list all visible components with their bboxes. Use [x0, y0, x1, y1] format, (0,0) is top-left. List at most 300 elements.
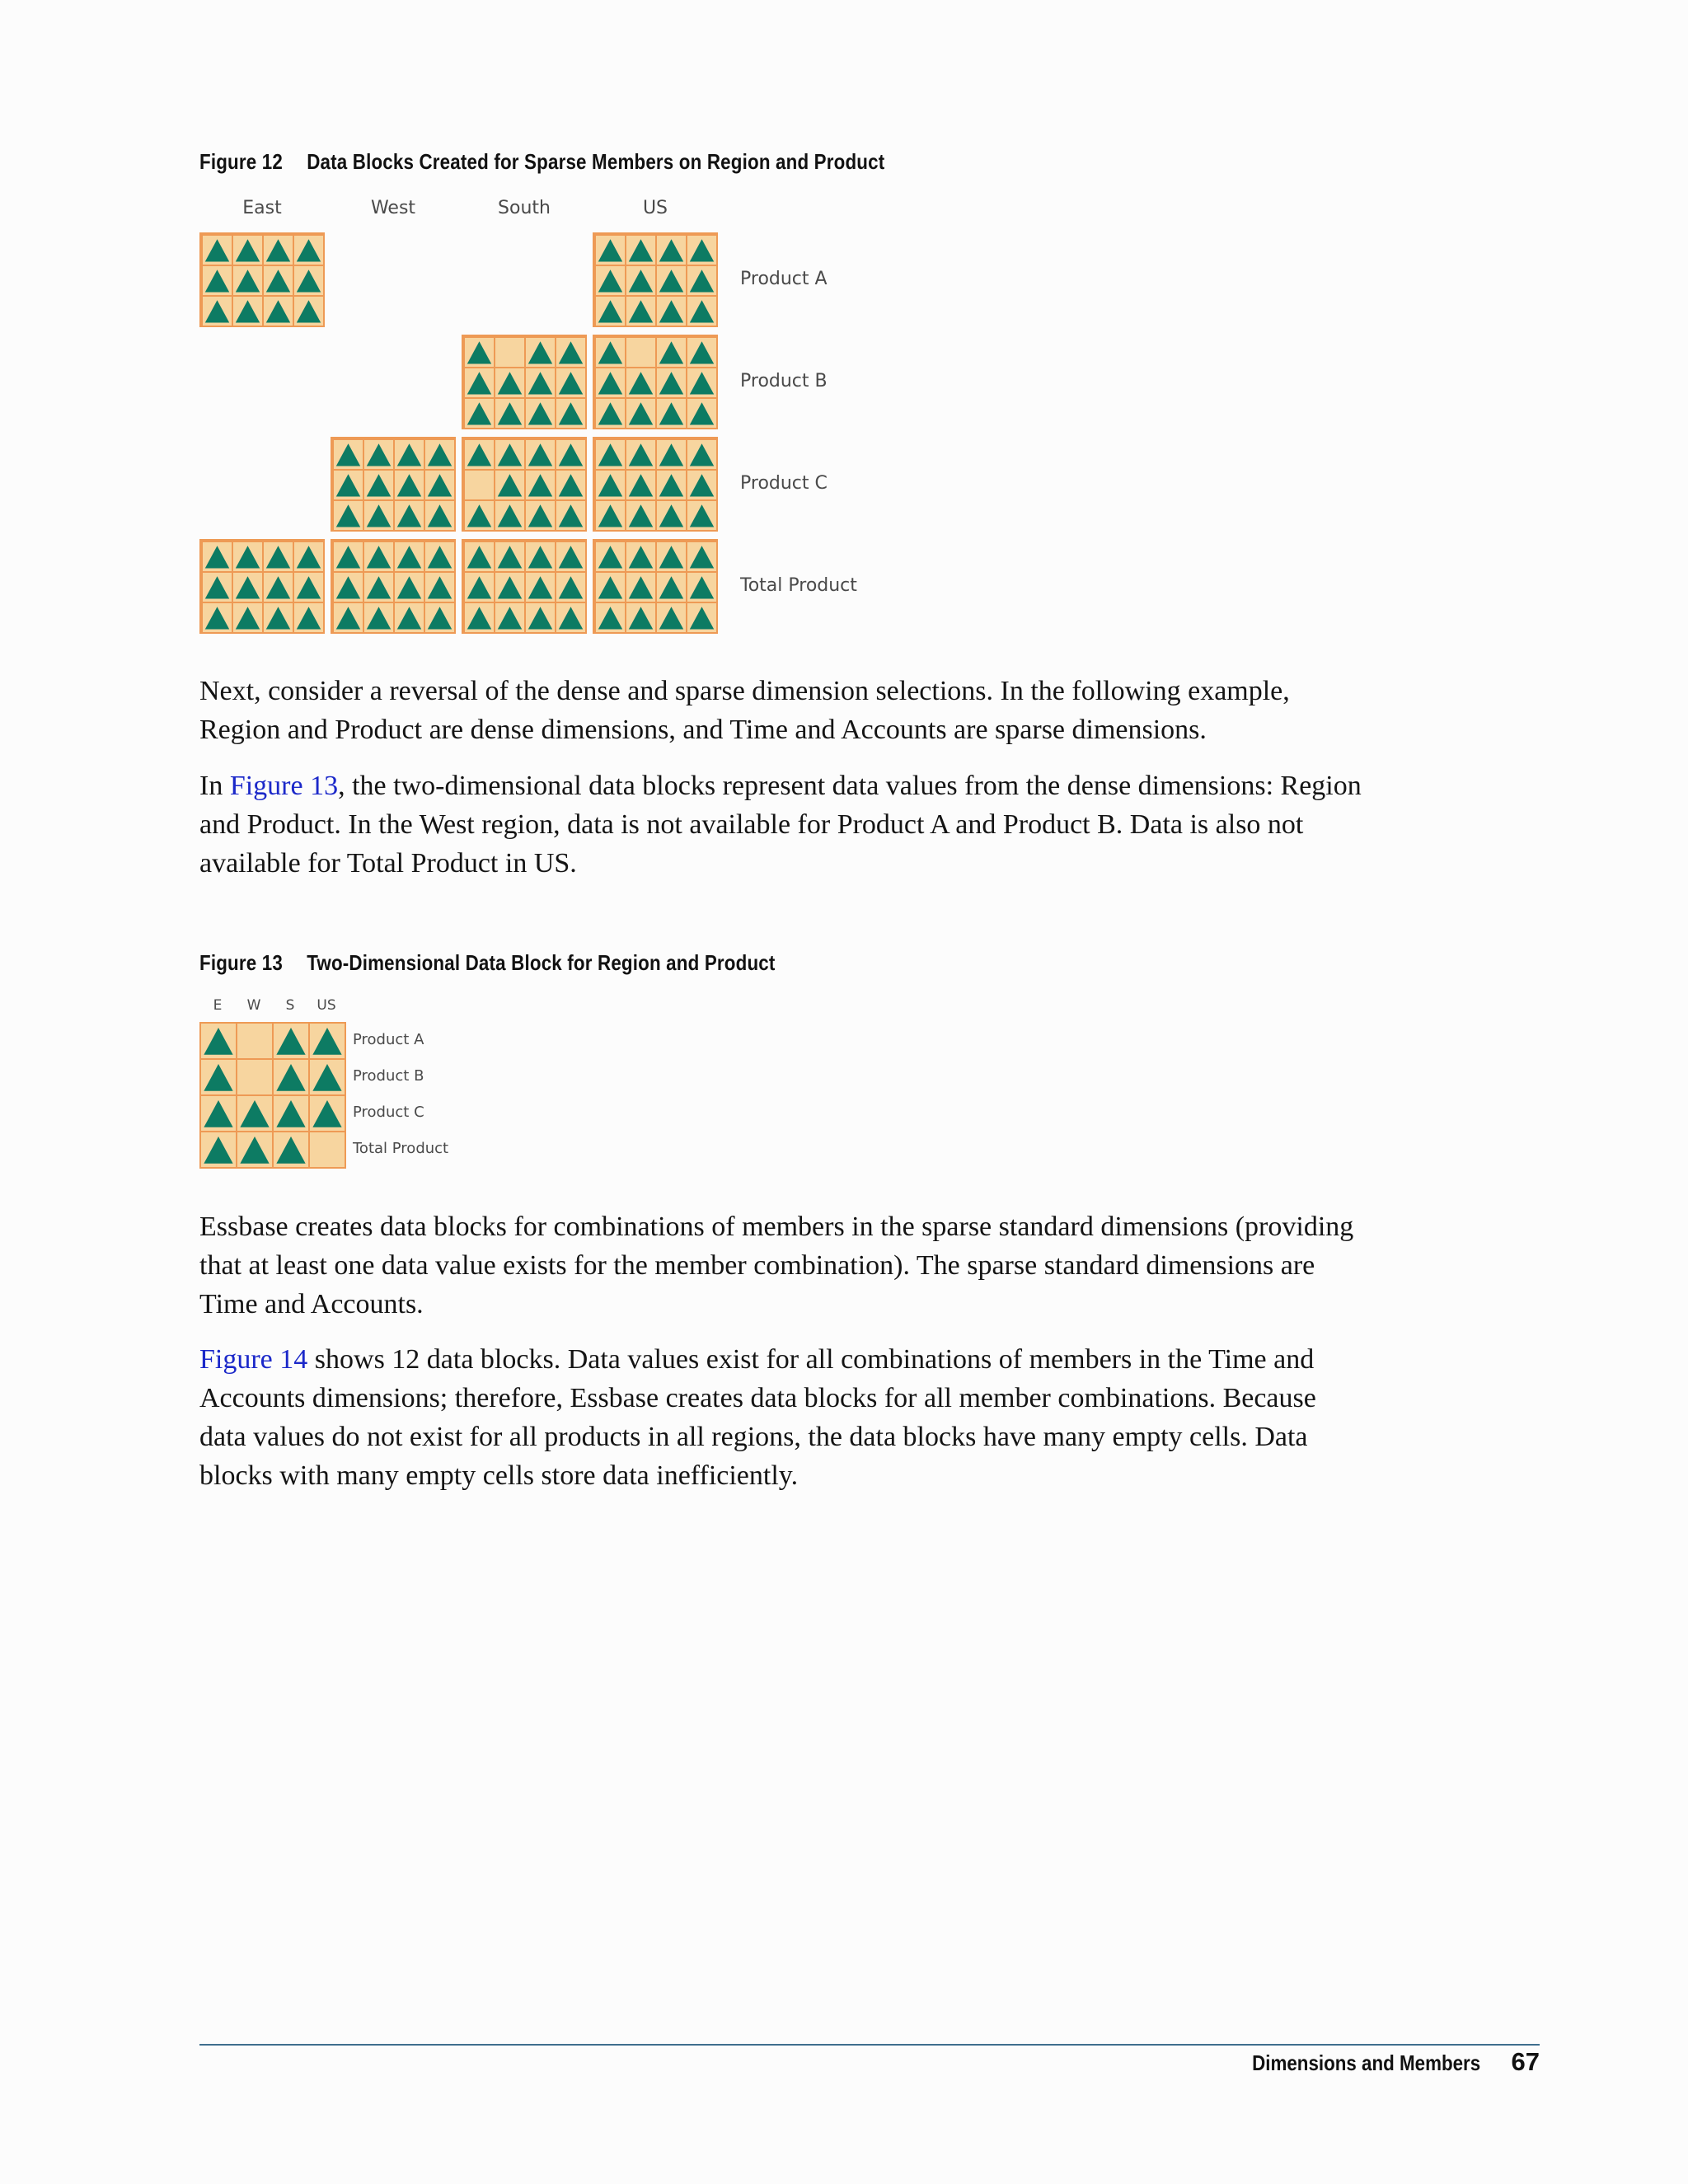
triangle-icon — [626, 440, 655, 469]
data-cell — [555, 469, 587, 501]
region-header-south: South — [498, 198, 551, 218]
data-cell — [555, 397, 587, 429]
data-cell — [308, 1022, 346, 1060]
data-cell — [524, 602, 556, 634]
triangle-icon — [687, 266, 716, 295]
triangle-icon — [237, 1096, 272, 1131]
triangle-icon — [465, 542, 494, 571]
data-cell — [424, 499, 456, 532]
triangle-icon — [264, 236, 293, 265]
triangle-icon — [233, 266, 262, 295]
triangle-icon — [626, 236, 655, 265]
data-cell — [424, 438, 456, 471]
data-cell — [308, 1094, 346, 1132]
data-cell — [201, 265, 233, 297]
data-cell — [262, 265, 294, 297]
triangle-icon — [264, 542, 293, 571]
data-cell — [594, 336, 626, 368]
data-cell — [625, 397, 657, 429]
triangle-icon — [425, 573, 454, 602]
data-cell — [494, 499, 526, 532]
triangle-icon — [395, 501, 424, 530]
data-cell — [236, 1058, 274, 1096]
data-cell — [262, 295, 294, 327]
data-block — [199, 232, 325, 327]
triangle-icon — [657, 368, 686, 397]
triangle-icon — [687, 368, 716, 397]
product-label: Product C — [740, 472, 828, 494]
triangle-icon — [626, 471, 655, 499]
data-cell — [655, 541, 687, 573]
product-label: Total Product — [353, 1140, 449, 1157]
data-cell — [201, 234, 233, 266]
data-cell — [655, 336, 687, 368]
region-header-east: East — [242, 198, 282, 218]
data-cell — [293, 541, 325, 573]
triangle-icon — [556, 368, 585, 397]
triangle-icon — [657, 236, 686, 265]
data-cell — [236, 1131, 274, 1169]
figure-13-number: Figure 13 — [199, 950, 283, 975]
data-cell — [686, 571, 718, 603]
figure-12-diagram — [199, 198, 859, 643]
data-block — [593, 539, 718, 634]
data-cell — [655, 265, 687, 297]
data-cell — [232, 234, 264, 266]
data-cell — [524, 367, 556, 399]
data-cell — [393, 602, 425, 634]
data-cell — [555, 571, 587, 603]
triangle-icon — [556, 603, 585, 632]
data-cell — [655, 499, 687, 532]
triangle-icon — [657, 471, 686, 499]
data-cell — [363, 499, 395, 532]
data-cell — [232, 602, 264, 634]
triangle-icon — [334, 440, 363, 469]
triangle-icon — [556, 440, 585, 469]
triangle-icon — [596, 297, 625, 326]
triangle-icon — [526, 440, 555, 469]
triangle-icon — [364, 471, 393, 499]
triangle-icon — [264, 297, 293, 326]
data-cell — [655, 397, 687, 429]
triangle-icon — [626, 501, 655, 530]
figure-13-diagram — [199, 997, 529, 1179]
triangle-icon — [495, 399, 524, 428]
triangle-icon — [626, 573, 655, 602]
data-cell — [594, 602, 626, 634]
data-cell — [686, 438, 718, 471]
data-cell — [199, 1131, 237, 1169]
triangle-icon — [556, 501, 585, 530]
region-header-us: US — [316, 997, 336, 1014]
data-cell — [463, 397, 495, 429]
triangle-icon — [465, 603, 494, 632]
triangle-icon — [596, 338, 625, 367]
triangle-icon — [233, 573, 262, 602]
footer-rule — [199, 2044, 1540, 2046]
product-label: Product C — [353, 1104, 424, 1121]
data-cell — [594, 397, 626, 429]
triangle-icon — [556, 471, 585, 499]
triangle-icon — [233, 236, 262, 265]
data-cell — [594, 541, 626, 573]
figure-12-number: Figure 12 — [199, 149, 283, 174]
data-cell — [332, 438, 364, 471]
triangle-icon — [364, 501, 393, 530]
triangle-icon — [465, 501, 494, 530]
data-cell — [424, 602, 456, 634]
triangle-icon — [465, 573, 494, 602]
triangle-icon — [364, 440, 393, 469]
data-cell — [272, 1022, 310, 1060]
triangle-icon — [526, 603, 555, 632]
triangle-icon — [556, 338, 585, 367]
data-block — [331, 539, 456, 634]
triangle-icon — [203, 542, 232, 571]
data-cell — [463, 602, 495, 634]
data-cell — [393, 469, 425, 501]
triangle-icon — [626, 603, 655, 632]
triangle-icon — [495, 440, 524, 469]
data-cell — [524, 541, 556, 573]
data-cell — [363, 602, 395, 634]
figure-13-link[interactable]: Figure 13 — [229, 771, 339, 801]
data-block — [462, 437, 587, 532]
data-cell — [594, 499, 626, 532]
data-cell — [655, 571, 687, 603]
triangle-icon — [264, 573, 293, 602]
triangle-icon — [495, 471, 524, 499]
data-cell — [524, 571, 556, 603]
data-cell — [199, 1058, 237, 1096]
triangle-icon — [465, 440, 494, 469]
data-cell — [463, 367, 495, 399]
data-cell — [655, 367, 687, 399]
triangle-icon — [556, 573, 585, 602]
data-cell — [625, 602, 657, 634]
paragraph-essbase-sparse-blocks: Essbase creates data blocks for combinations of members in the sparse standard dimensions (providing that at least one data value exists for the member combination). The sparse standard dimensions are Time and Accounts. — [199, 1212, 1354, 1319]
data-cell — [232, 571, 264, 603]
triangle-icon — [465, 399, 494, 428]
triangle-icon — [264, 266, 293, 295]
region-header-west: West — [370, 198, 416, 218]
data-cell — [625, 571, 657, 603]
data-cell — [555, 367, 587, 399]
triangle-icon — [203, 266, 232, 295]
region-header-e: E — [213, 997, 223, 1014]
triangle-icon — [626, 266, 655, 295]
triangle-icon — [687, 236, 716, 265]
triangle-icon — [237, 1132, 272, 1167]
triangle-icon — [201, 1096, 236, 1131]
product-label: Product A — [353, 1031, 424, 1048]
data-cell — [332, 541, 364, 573]
data-cell — [494, 336, 526, 368]
triangle-icon — [310, 1060, 345, 1094]
triangle-icon — [687, 542, 716, 571]
triangle-icon — [526, 542, 555, 571]
triangle-icon — [465, 368, 494, 397]
data-cell — [463, 336, 495, 368]
data-cell — [625, 265, 657, 297]
figure-13-caption — [199, 950, 776, 976]
triangle-icon — [310, 1096, 345, 1131]
data-cell — [272, 1131, 310, 1169]
figure-12-caption — [199, 149, 884, 175]
data-cell — [686, 397, 718, 429]
data-cell — [524, 438, 556, 471]
data-cell — [272, 1058, 310, 1096]
data-cell — [594, 265, 626, 297]
data-cell — [686, 367, 718, 399]
data-cell — [494, 469, 526, 501]
data-cell — [555, 499, 587, 532]
data-cell — [494, 541, 526, 573]
triangle-icon — [203, 573, 232, 602]
triangle-icon — [233, 603, 262, 632]
data-cell — [363, 438, 395, 471]
data-cell — [655, 438, 687, 471]
triangle-icon — [294, 236, 323, 265]
paragraph-figure-13-intro — [199, 766, 1362, 883]
triangle-icon — [596, 542, 625, 571]
triangle-icon — [687, 440, 716, 469]
data-cell — [494, 438, 526, 471]
triangle-icon — [495, 573, 524, 602]
triangle-icon — [274, 1096, 308, 1131]
data-cell — [686, 602, 718, 634]
triangle-icon — [294, 297, 323, 326]
data-cell — [686, 541, 718, 573]
data-cell — [625, 234, 657, 266]
data-cell — [555, 541, 587, 573]
product-label: Product A — [740, 268, 828, 289]
triangle-icon — [425, 542, 454, 571]
triangle-icon — [657, 501, 686, 530]
triangle-icon — [334, 471, 363, 499]
triangle-icon — [495, 368, 524, 397]
triangle-icon — [294, 266, 323, 295]
triangle-icon — [334, 573, 363, 602]
triangle-icon — [364, 603, 393, 632]
data-cell — [463, 499, 495, 532]
region-header-us: US — [642, 198, 668, 218]
data-cell — [199, 1094, 237, 1132]
data-cell — [272, 1094, 310, 1132]
data-cell — [625, 499, 657, 532]
triangle-icon — [626, 399, 655, 428]
triangle-icon — [687, 338, 716, 367]
data-cell — [686, 336, 718, 368]
triangle-icon — [657, 603, 686, 632]
triangle-icon — [526, 399, 555, 428]
triangle-icon — [425, 440, 454, 469]
data-cell — [655, 469, 687, 501]
data-cell — [332, 469, 364, 501]
data-block — [331, 437, 456, 532]
triangle-icon — [526, 471, 555, 499]
footer-section-title: Dimensions and Members — [1251, 2050, 1480, 2075]
triangle-icon — [233, 297, 262, 326]
data-cell — [494, 571, 526, 603]
data-cell — [232, 265, 264, 297]
data-cell — [262, 571, 294, 603]
data-cell — [199, 1022, 237, 1060]
paragraph-figure-14-intro — [199, 1340, 1362, 1495]
data-cell — [655, 295, 687, 327]
product-label: Total Product — [740, 574, 857, 596]
data-cell — [594, 295, 626, 327]
data-cell — [262, 234, 294, 266]
triangle-icon — [334, 603, 363, 632]
data-cell — [424, 541, 456, 573]
triangle-icon — [687, 471, 716, 499]
triangle-icon — [203, 297, 232, 326]
product-label: Product B — [353, 1067, 424, 1085]
triangle-icon — [596, 603, 625, 632]
data-cell — [393, 499, 425, 532]
triangle-icon — [334, 542, 363, 571]
triangle-icon — [334, 501, 363, 530]
data-cell — [655, 234, 687, 266]
triangle-icon — [201, 1060, 236, 1094]
data-cell — [594, 438, 626, 471]
triangle-icon — [596, 440, 625, 469]
data-cell — [686, 265, 718, 297]
triangle-icon — [526, 368, 555, 397]
triangle-icon — [596, 368, 625, 397]
triangle-icon — [233, 542, 262, 571]
data-cell — [424, 469, 456, 501]
data-cell — [424, 571, 456, 603]
paragraph-2-prefix: In — [199, 771, 230, 801]
triangle-icon — [626, 368, 655, 397]
data-cell — [262, 541, 294, 573]
triangle-icon — [465, 338, 494, 367]
triangle-icon — [596, 501, 625, 530]
data-cell — [555, 438, 587, 471]
triangle-icon — [556, 542, 585, 571]
data-cell — [236, 1022, 274, 1060]
data-cell — [524, 397, 556, 429]
triangle-icon — [425, 501, 454, 530]
triangle-icon — [395, 542, 424, 571]
triangle-icon — [395, 573, 424, 602]
triangle-icon — [556, 399, 585, 428]
triangle-icon — [395, 603, 424, 632]
data-cell — [625, 438, 657, 471]
triangle-icon — [596, 573, 625, 602]
data-cell — [201, 602, 233, 634]
triangle-icon — [526, 573, 555, 602]
triangle-icon — [526, 501, 555, 530]
triangle-icon — [203, 603, 232, 632]
data-cell — [463, 541, 495, 573]
triangle-icon — [264, 603, 293, 632]
triangle-icon — [425, 603, 454, 632]
data-cell — [524, 499, 556, 532]
triangle-icon — [657, 440, 686, 469]
data-cell — [393, 438, 425, 471]
triangle-icon — [294, 573, 323, 602]
data-cell — [494, 367, 526, 399]
triangle-icon — [687, 603, 716, 632]
product-label: Product B — [740, 370, 828, 391]
data-cell — [494, 397, 526, 429]
data-cell — [293, 602, 325, 634]
data-cell — [293, 265, 325, 297]
data-cell — [332, 499, 364, 532]
paragraph-dense-sparse-reversal: Next, consider a reversal of the dense and sparse dimension selections. In the following example, Region and Product are dense dimensions, and Time and Accounts are sparse dimensions. — [199, 676, 1290, 745]
data-cell — [686, 234, 718, 266]
triangle-icon — [657, 399, 686, 428]
triangle-icon — [687, 297, 716, 326]
triangle-icon — [657, 542, 686, 571]
data-cell — [625, 295, 657, 327]
figure-12-title: Data Blocks Created for Sparse Members on Region and Product — [307, 149, 885, 174]
data-cell — [625, 469, 657, 501]
data-cell — [308, 1058, 346, 1096]
triangle-icon — [687, 399, 716, 428]
triangle-icon — [596, 399, 625, 428]
data-cell — [594, 234, 626, 266]
data-cell — [463, 469, 495, 501]
data-cell — [625, 541, 657, 573]
triangle-icon — [274, 1060, 308, 1094]
data-cell — [594, 367, 626, 399]
data-cell — [594, 469, 626, 501]
triangle-icon — [201, 1132, 236, 1167]
data-cell — [594, 571, 626, 603]
triangle-icon — [364, 542, 393, 571]
data-block — [462, 539, 587, 634]
triangle-icon — [395, 471, 424, 499]
triangle-icon — [395, 440, 424, 469]
data-cell — [201, 541, 233, 573]
data-cell — [308, 1131, 346, 1169]
data-cell — [524, 336, 556, 368]
figure-14-link[interactable]: Figure 14 — [199, 1344, 308, 1375]
triangle-icon — [294, 603, 323, 632]
data-cell — [686, 469, 718, 501]
data-cell — [686, 295, 718, 327]
region-header-w: W — [246, 997, 261, 1014]
triangle-icon — [495, 603, 524, 632]
data-cell — [232, 295, 264, 327]
triangle-icon — [495, 542, 524, 571]
triangle-icon — [274, 1024, 308, 1058]
triangle-icon — [657, 266, 686, 295]
data-cell — [555, 336, 587, 368]
triangle-icon — [657, 573, 686, 602]
triangle-icon — [526, 338, 555, 367]
data-cell — [555, 602, 587, 634]
data-cell — [236, 1094, 274, 1132]
data-cell — [463, 438, 495, 471]
data-cell — [201, 571, 233, 603]
triangle-icon — [274, 1132, 308, 1167]
data-cell — [686, 499, 718, 532]
triangle-icon — [687, 573, 716, 602]
data-cell — [494, 602, 526, 634]
paragraph-2-suffix: , the two-dimensional data blocks represent data values from the dense dimensions: Region and Product. In the West region, data is not available for Product A and Product B. Data is also not available for Total Product in US. — [199, 771, 1362, 879]
triangle-icon — [294, 542, 323, 571]
data-block — [593, 335, 718, 429]
triangle-icon — [596, 236, 625, 265]
data-block — [593, 437, 718, 532]
triangle-icon — [657, 297, 686, 326]
